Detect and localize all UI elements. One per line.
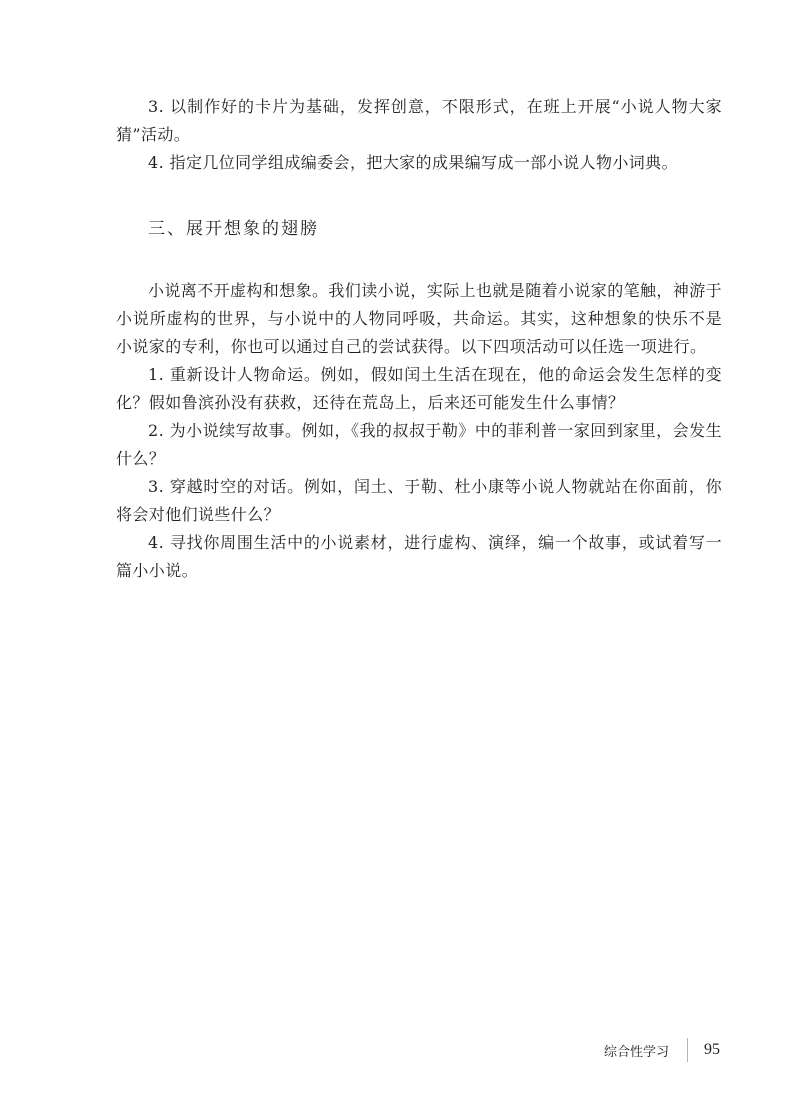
page-footer xyxy=(604,1038,720,1062)
imagination-item-3: 3. 穿越时空的对话。例如，闰土、于勒、杜小康等小说人物就站在你面前，你将会对他们说些什么？ xyxy=(116,477,722,524)
activity-item-4: 4. 指定几位同学组成编委会，把大家的成果编写成一部小说人物小词典。 xyxy=(148,153,678,172)
page-body xyxy=(116,93,722,585)
section-heading: 三、展开想象的翅膀 xyxy=(148,219,319,239)
imagination-item-4: 4. 寻找你周围生活中的小说素材，进行虚构、演绎，编一个故事，或试着写一篇小小说。 xyxy=(116,533,722,580)
imagination-item-1: 1. 重新设计人物命运。例如，假如闰土生活在现在，他的命运会发生怎样的变化？假如鲁滨孙没有获救，还待在荒岛上，后来还可能发生什么事情？ xyxy=(116,365,722,412)
page-number: 95 xyxy=(704,1041,720,1058)
footer-label: 综合性学习 xyxy=(603,1044,669,1060)
imagination-item-2: 2. 为小说续写故事。例如，《我的叔叔于勒》中的菲利普一家回到家里，会发生什么？ xyxy=(116,421,722,468)
activity-item-3: 3. 以制作好的卡片为基础，发挥创意，不限形式，在班上开展“小说人物大家猜”活动。 xyxy=(116,97,722,144)
section-intro: 小说离不开虚构和想象。我们读小说，实际上也就是随着小说家的笔触，神游于小说所虚构的世界，与小说中的人物同呼吸，共命运。其实，这种想象的快乐不是小说家的专利，你也可以通过自己的尝试获得。以下四项活动可以任选一项进行。 xyxy=(116,281,723,356)
